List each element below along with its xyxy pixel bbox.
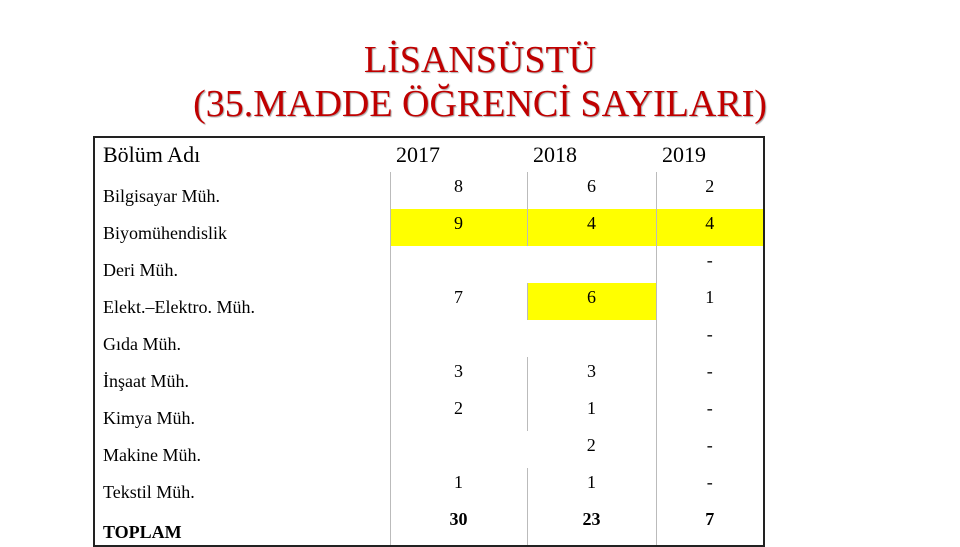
value-2018: 3 [527, 357, 656, 394]
value-2018: 6 [527, 172, 656, 209]
student-count-table [93, 136, 765, 547]
value-2019: - [656, 320, 764, 357]
value-2019: - [656, 431, 764, 468]
value-2017 [390, 431, 527, 468]
department-name: Deri Müh. [103, 260, 178, 280]
table-row [94, 320, 764, 357]
header-2018: 2018 [533, 142, 577, 167]
value-2017: 2 [390, 394, 527, 431]
value-2017: 9 [390, 209, 527, 246]
table-row [94, 431, 764, 468]
table-row [94, 468, 764, 505]
value-2017 [390, 246, 527, 283]
value-2019: 1 [656, 283, 764, 320]
table-row [94, 283, 764, 320]
header-2017: 2017 [396, 142, 440, 167]
department-name: Elekt.–Elektro. Müh. [103, 297, 255, 317]
department-name: Tekstil Müh. [103, 482, 195, 502]
department-name: Gıda Müh. [103, 334, 181, 354]
table-row [94, 394, 764, 431]
department-name: Bilgisayar Müh. [103, 186, 220, 206]
value-2019: - [656, 246, 764, 283]
table-row [94, 209, 764, 246]
page-title-line1: LİSANSÜSTÜ [363, 39, 597, 81]
value-2018: 1 [527, 394, 656, 431]
total-label: TOPLAM [103, 522, 182, 542]
department-name: Kimya Müh. [103, 408, 195, 428]
value-2017: 3 [390, 357, 527, 394]
value-2017 [390, 320, 527, 357]
value-2019: - [656, 357, 764, 394]
value-2019: 4 [656, 209, 764, 246]
header-department: Bölüm Adı [103, 142, 201, 167]
value-2018: 1 [527, 468, 656, 505]
table-row [94, 357, 764, 394]
value-2018 [527, 246, 656, 283]
value-2019: - [656, 468, 764, 505]
total-2018: 23 [527, 505, 656, 546]
header-2019: 2019 [662, 142, 706, 167]
department-name: Makine Müh. [103, 445, 201, 465]
value-2019: 2 [656, 172, 764, 209]
total-2017: 30 [390, 505, 527, 546]
value-2018: 6 [527, 283, 656, 320]
page-title-line2: (35.MADDE ÖĞRENCİ SAYILARI) [193, 83, 767, 125]
table-row [94, 172, 764, 209]
value-2018 [527, 320, 656, 357]
value-2018: 2 [586, 435, 596, 455]
value-2018: 4 [527, 209, 656, 246]
table-row [94, 246, 764, 283]
value-2019: - [656, 394, 764, 431]
total-2019: 7 [656, 505, 764, 546]
department-name: İnşaat Müh. [103, 371, 189, 391]
value-2017: 7 [390, 283, 527, 320]
value-2017: 1 [390, 468, 527, 505]
value-2017: 8 [390, 172, 527, 209]
table-header-row [94, 137, 764, 172]
department-name: Biyomühendislik [103, 223, 228, 243]
